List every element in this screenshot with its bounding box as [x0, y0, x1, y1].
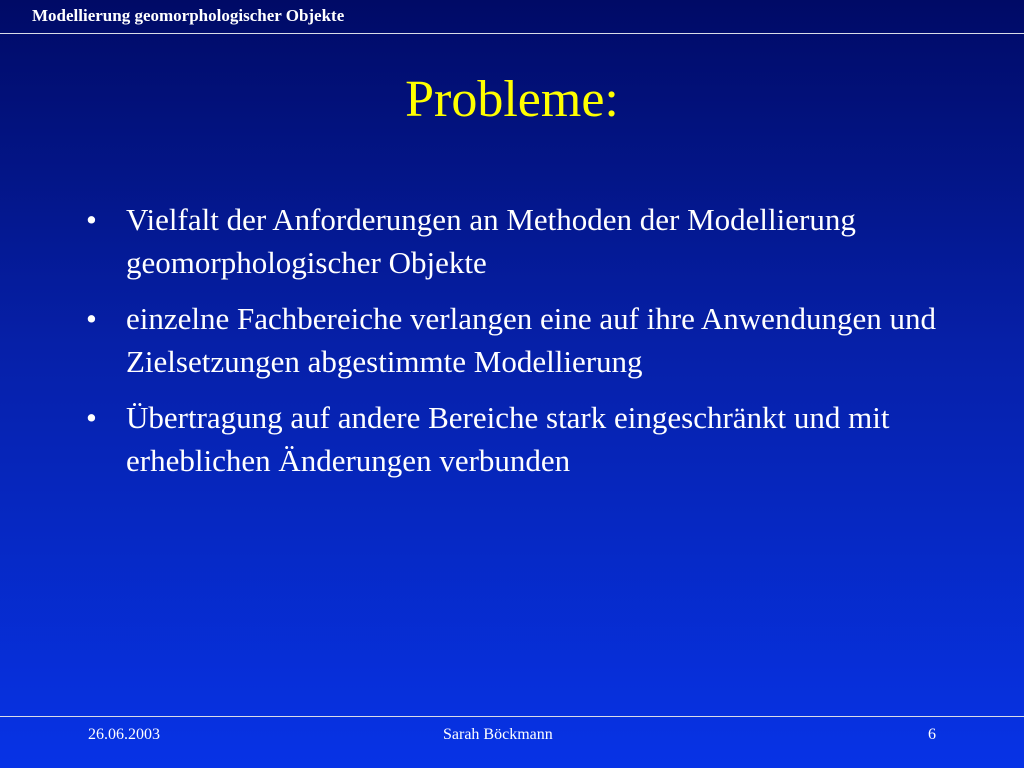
footer-divider: [0, 716, 1024, 717]
bullet-text: einzelne Fachbereiche verlangen eine auf ihre Anwendungen und Zielsetzungen abgestimmte Modellierung: [126, 301, 936, 379]
bullet-item: [82, 198, 942, 284]
page-number: 6: [928, 726, 936, 743]
bullet-text: Vielfalt der Anforderungen an Methoden der Modellierung geomorphologischer Objekte: [126, 202, 856, 280]
footer-author: Sarah Böckmann: [443, 726, 553, 743]
bullet-marker: •: [86, 202, 97, 237]
bullet-marker: •: [86, 400, 97, 435]
bullet-item: [82, 396, 942, 482]
bullet-text: Übertragung auf andere Bereiche stark eingeschränkt und mit erheblichen Änderungen verbunden: [126, 400, 890, 478]
footer-date: 26.06.2003: [88, 726, 160, 743]
header-title: Modellierung geomorphologischer Objekte: [32, 6, 345, 25]
bullet-list: [82, 198, 942, 495]
slide-title: Probleme:: [405, 71, 619, 128]
header-divider: [0, 33, 1024, 34]
bullet-marker: •: [86, 301, 97, 336]
bullet-item: [82, 297, 942, 383]
